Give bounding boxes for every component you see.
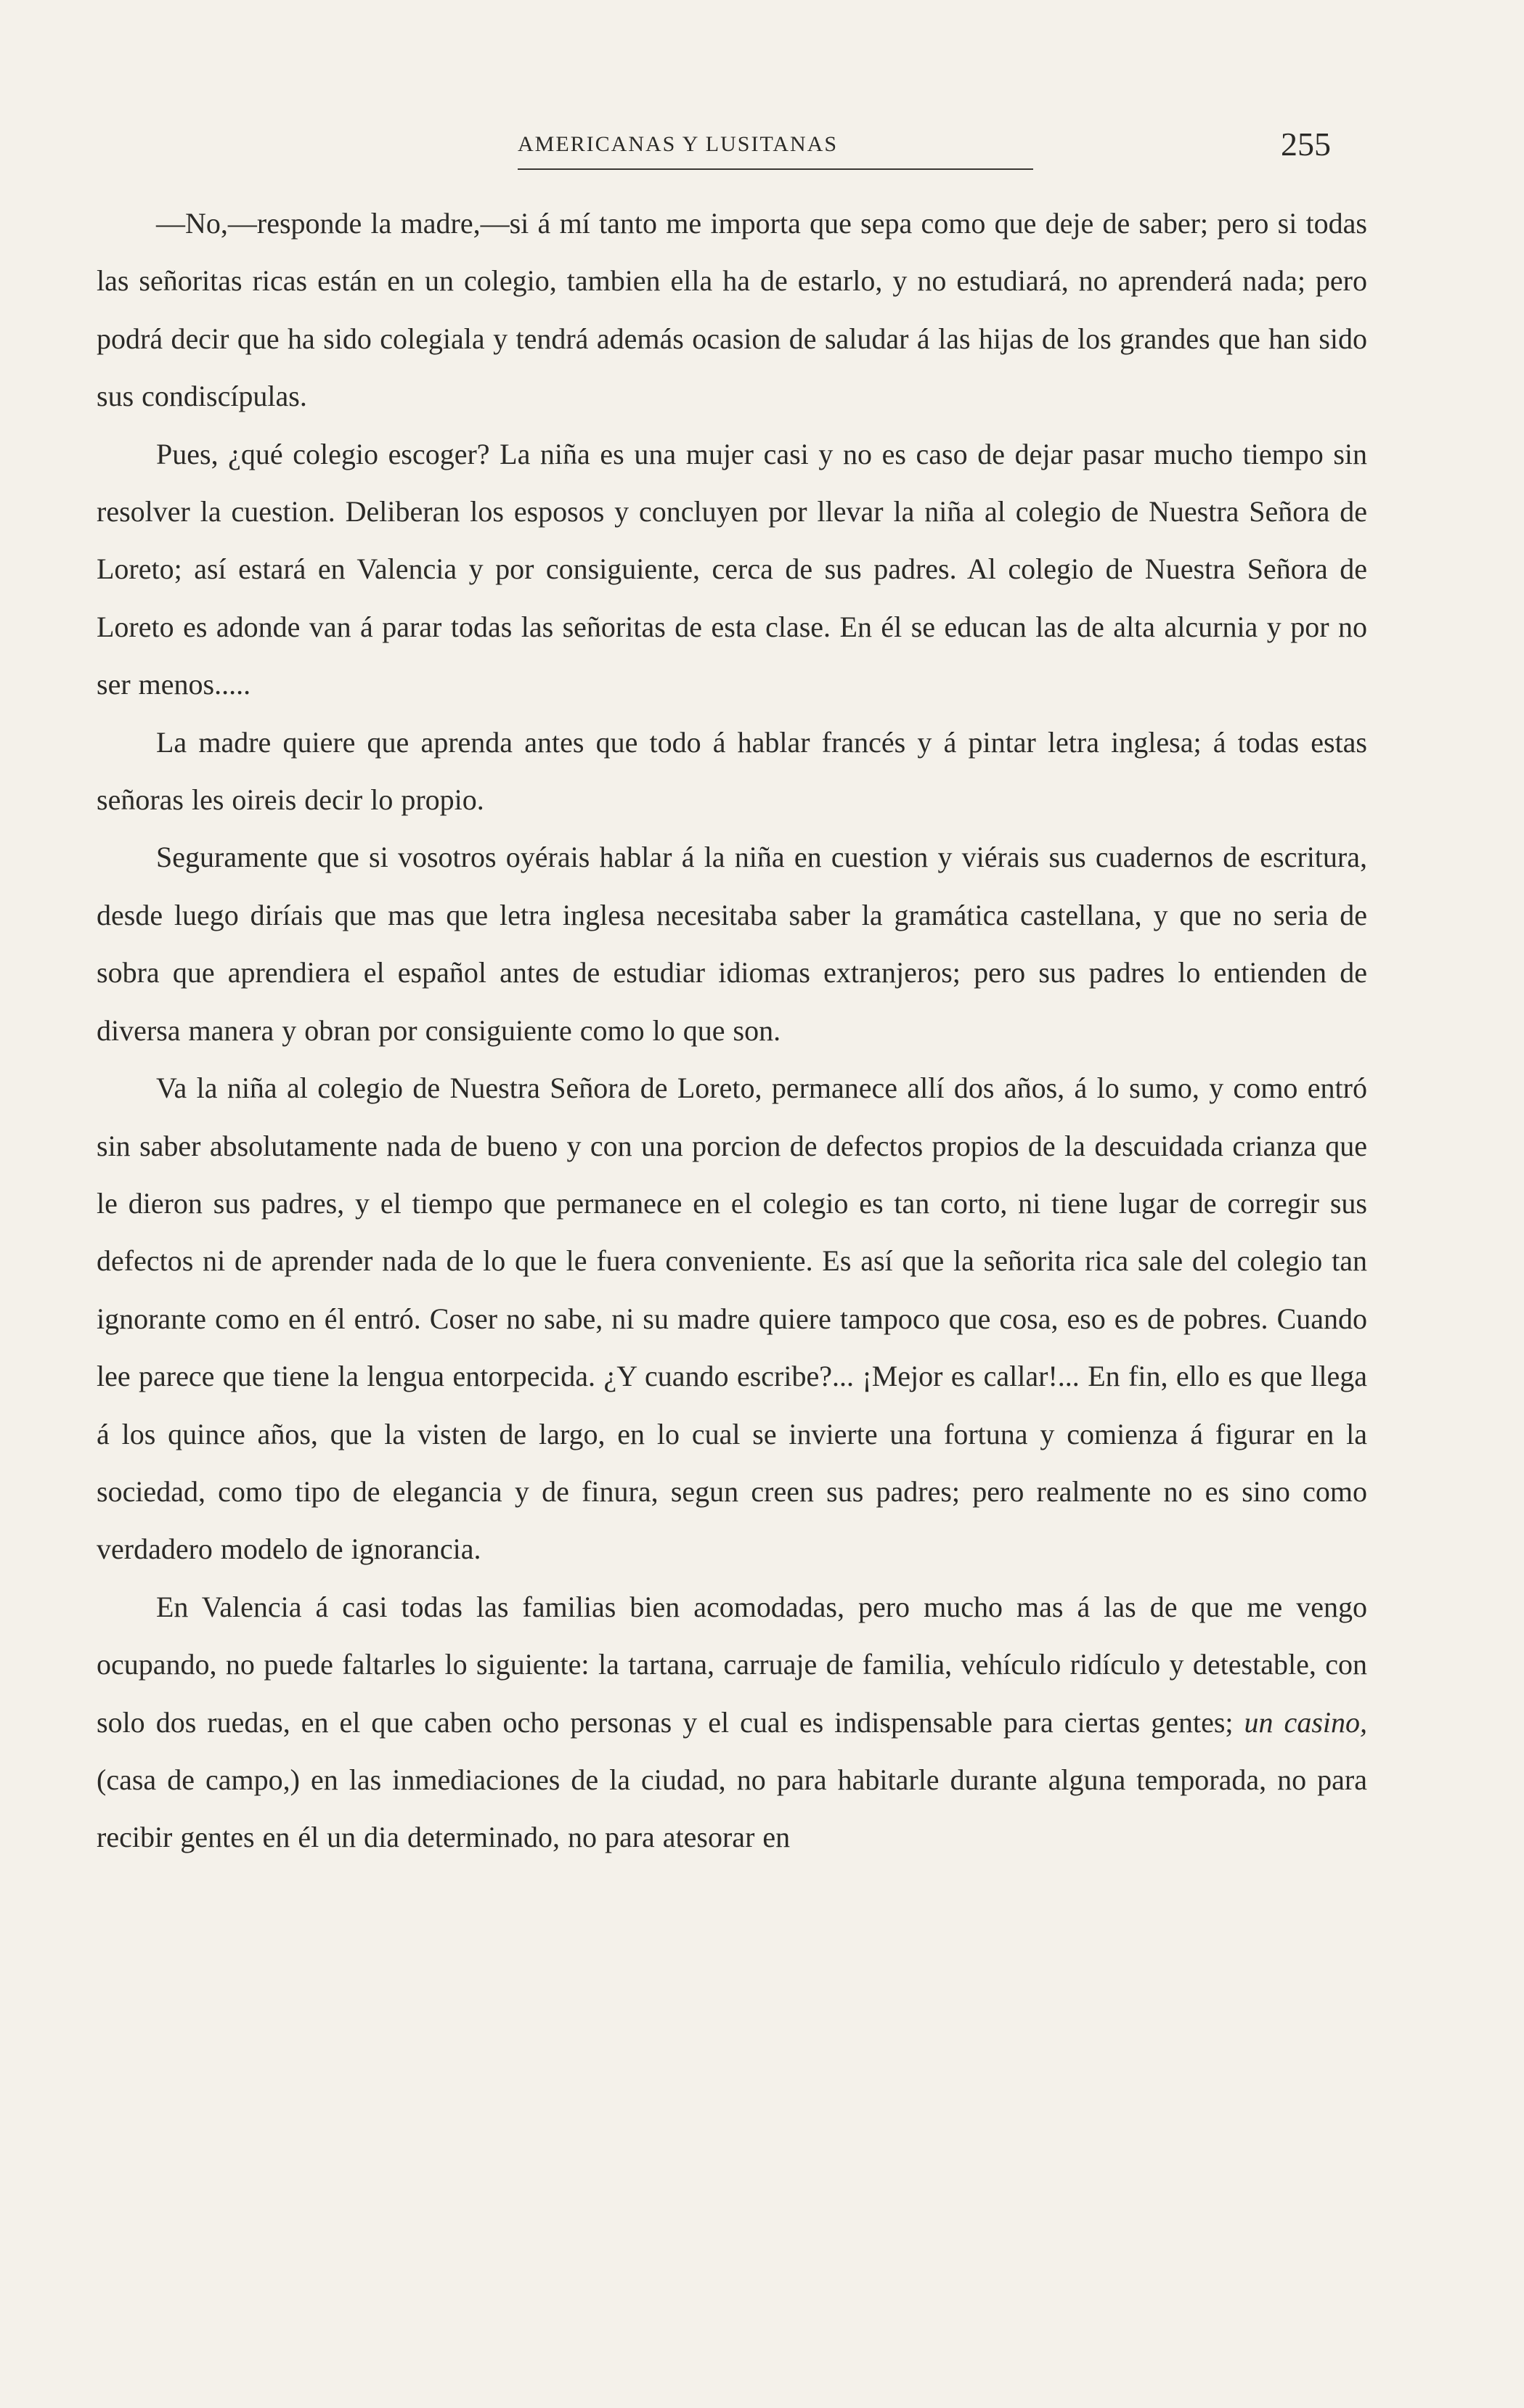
header-rule xyxy=(518,168,1033,170)
body-text xyxy=(97,195,1367,1866)
paragraph-1: —No,—responde la madre,—si á mí tanto me importa que sepa como que deje de saber; pero si todas las señoritas ricas están en un colegio, tambien ella ha de estarlo, y no estudiará, no aprenderá nada; pero podrá decir que ha sido colegiala y tendrá además ocasion de saludar á las hijas de los grandes que han sido sus condiscípulas. xyxy=(97,207,1367,413)
paragraph-5: Va la niña al colegio de Nuestra Señora de Loreto, permanece allí dos años, á lo sumo, y como entró sin saber absolutamente nada de bueno y con una porcion de defectos propios de la descuidada crianza que le dieron sus padres, y el tiempo que permanece en el colegio es tan corto, ni tiene lugar de corregir sus defectos ni de aprender nada de lo que le fuera conveniente. Es así que la señorita rica sale del colegio tan ignorante como en él entró. Coser no sabe, ni su madre quiere tampoco que cosa, eso es de pobres. Cuando lee parece que tiene la lengua entorpecida. ¿Y cuando escribe?... ¡Mejor es callar!... En fin, ello es que llega á los quince años, que la visten de largo, en lo cual se invierte una fortuna y comienza á figurar en la sociedad, como tipo de elegancia y de finura, segun creen sus padres; pero realmente no es sino como verdadero modelo de ignorancia. xyxy=(97,1072,1367,1566)
paragraph-6-text-after: (casa de campo,) en las inmediaciones de la ciudad, no para habitarle durante alguna temporada, no para recibir gentes en él un dia determinado, no para atesorar en xyxy=(97,1763,1367,1854)
page-header xyxy=(97,123,1331,181)
running-title: AMERICANAS Y LUSITANAS xyxy=(518,132,839,156)
paragraph-2: Pues, ¿qué colegio escoger? La niña es una mujer casi y no es caso de dejar pasar mucho tiempo sin resolver la cuestion. Deliberan los esposos y concluyen por llevar la niña al colegio de Nuestra Señora de Loreto; así estará en Valencia y por consiguiente, cerca de sus padres. Al colegio de Nuestra Señora de Loreto es adonde van á parar todas las señoritas de esta clase. En él se educan las de alta alcurnia y por no ser menos..... xyxy=(97,437,1367,701)
page-number: 255 xyxy=(1281,126,1331,163)
paragraph-6-text-before: En Valencia á casi todas las familias bien acomodadas, pero mucho mas á las de que me vengo ocupando, no puede faltarles lo siguiente: la tartana, carruaje de familia, vehículo ridículo y detestable, con solo dos ruedas, en el que caben ocho personas y el cual es indispensable para ciertas gentes; xyxy=(97,1590,1367,1739)
paragraph-6 xyxy=(97,1578,1367,1866)
paragraph-4: Seguramente que si vosotros oyérais hablar á la niña en cuestion y viérais sus cuadernos de escritura, desde luego diríais que mas que letra inglesa necesitaba saber la gramática castellana, y que no seria de sobra que aprendiera el español antes de estudiar idiomas extranjeros; pero sus padres lo entienden de diversa manera y obran por consiguiente como lo que son. xyxy=(97,841,1367,1047)
paragraph-3: La madre quiere que aprenda antes que todo á hablar francés y á pintar letra inglesa; á todas estas señoras les oireis decir lo propio. xyxy=(97,725,1367,817)
paragraph-6-emphasis: un casino, xyxy=(1244,1705,1367,1739)
